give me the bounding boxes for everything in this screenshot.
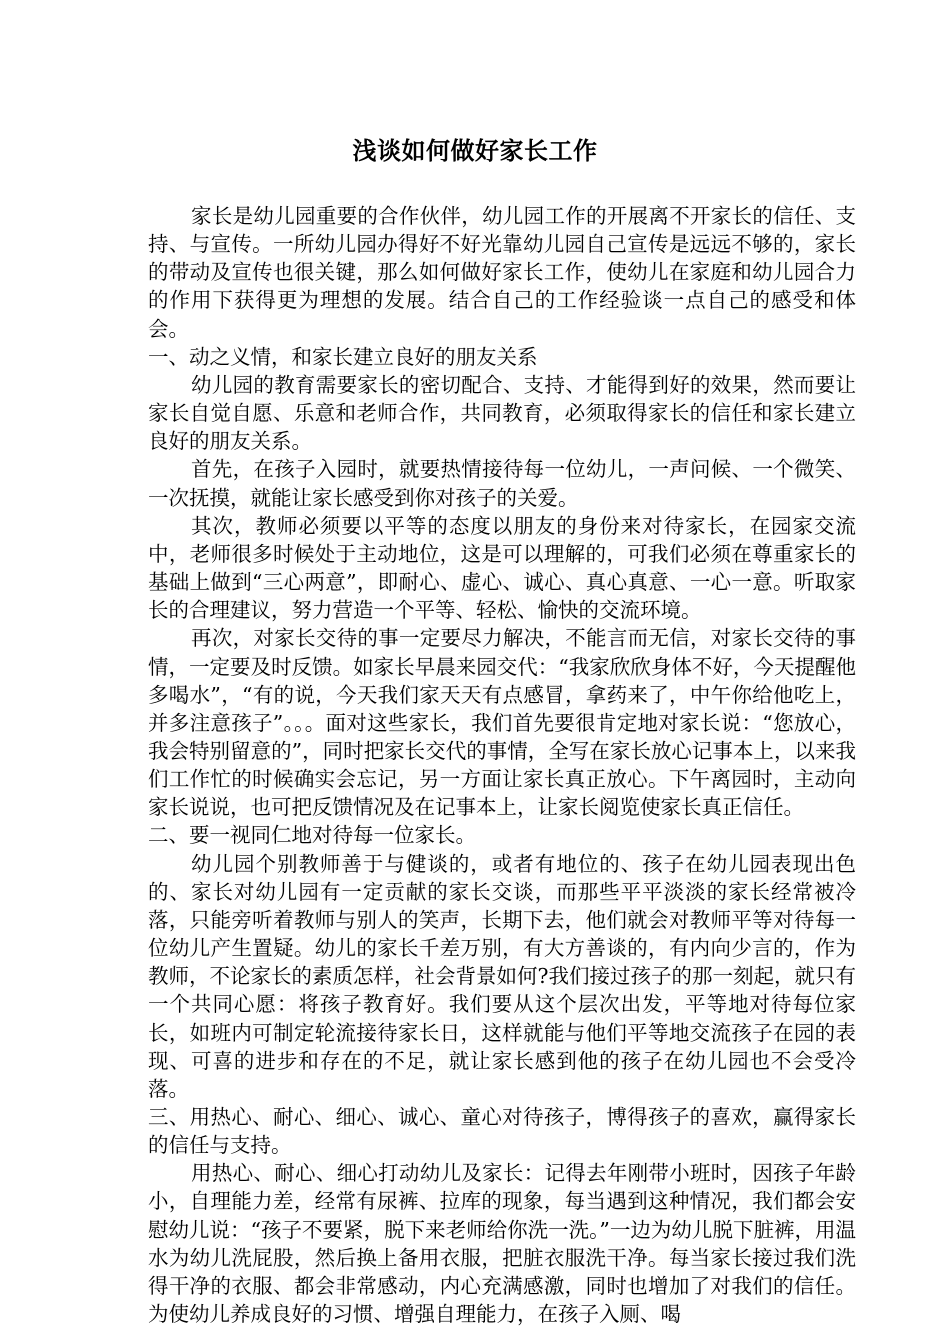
body-paragraph: 其次，教师必须要以平等的态度以朋友的身份来对待家长，在园家交流中，老师很多时候处于主动地位，这是可以理解的，可我们必须在尊重家长的基础上做到“三心两意”，即耐心、虚心、诚心、真心真意、一心一意。听取家长的合理建议，努力营造一个平等、轻松、愉快的交流环境。 bbox=[148, 513, 856, 623]
body-paragraph: 首先，在孩子入园时，就要热情接待每一位幼儿，一声问候、一个微笑、一次抚摸，就能让家长感受到你对孩子的关爱。 bbox=[148, 457, 856, 510]
section-heading: 二、要一视同仁地对待每一位家长。 bbox=[148, 823, 476, 848]
body-paragraph: 用热心、耐心、细心打动幼儿及家长：记得去年刚带小班时，因孩子年龄小，自理能力差，经常有尿裤、拉库的现象，每当遇到这种情况，我们都会安慰幼儿说：“孩子不要紧，脱下来老师给你洗一洗。”一边为幼儿脱下脏裤，用温水为幼儿洗屁股，然后换上备用衣服，把脏衣服洗干净。每当家长接过我们洗得干净的衣服、都会非常感动，内心充满感激，同时也增加了对我们的信任。为使幼儿养成良好的习惯、增强自理能力，在孩子入厕、喝 bbox=[148, 1161, 856, 1327]
body-paragraph: 再次，对家长交待的事一定要尽力解决，不能言而无信，对家长交待的事情，一定要及时反馈。如家长早晨来园交代：“我家欣欣身体不好，今天提醒他多喝水”，“有的说，今天我们家天天有点感冒，拿药来了，中午你给他吃上，并多注意孩子”。。。面对这些家长，我们首先要很肯定地对家长说：“您放心，我会特别留意的”，同时把家长交代的事情，全写在家长放心记事本上，以来我们工作忙的时候确实会忘记，另一方面让家长真正放心。下午离园时，主动向家长说说，也可把反馈情况及在记事本上，让家长阅览使家长真正信任。 bbox=[148, 626, 856, 820]
document-body bbox=[148, 202, 856, 1328]
section-heading: 一、动之义情，和家长建立良好的朋友关系 bbox=[148, 344, 538, 369]
document-title: 浅谈如何做好家长工作 bbox=[352, 136, 598, 165]
body-paragraph: 家长是幼儿园重要的合作伙伴，幼儿园工作的开展离不开家长的信任、支持、与宣传。一所幼儿园办得好不好光靠幼儿园自己宣传是远远不够的，家长的带动及宣传也很关键，那么如何做好家长工作，使幼儿在家庭和幼儿园合力的作用下获得更为理想的发展。结合自己的工作经验谈一点自己的感受和体会。 bbox=[148, 204, 856, 341]
body-paragraph: 幼儿园个别教师善于与健谈的，或者有地位的、孩子在幼儿园表现出色的、家长对幼儿园有一定贡献的家长交谈，而那些平平淡淡的家长经常被冷落，只能旁听着教师与别人的笑声，长期下去，他们就会对教师平等对待每一位幼儿产生置疑。幼儿的家长千差万别，有大方善谈的，有内向少言的，作为教师，不论家长的素质怎样，社会背景如何?我们接过孩子的那一刻起，就只有一个共同心愿：将孩子教育好。我们要从这个层次出发，平等地对待每位家长，如班内可制定轮流接待家长日，这样就能与他们平等地交流孩子在园的表现、可喜的进步和存在的不足，就让家长感到他的孩子在幼儿园也不会受冷落。 bbox=[148, 851, 856, 1101]
body-paragraph: 幼儿园的教育需要家长的密切配合、支持、才能得到好的效果，然而要让家长自觉自愿、乐意和老师合作，共同教育，必须取得家长的信任和家长建立良好的朋友关系。 bbox=[148, 372, 856, 454]
section-heading: 三、用热心、耐心、细心、诚心、童心对待孩子，博得孩子的喜欢，赢得家长的信任与支持。 bbox=[148, 1105, 856, 1158]
